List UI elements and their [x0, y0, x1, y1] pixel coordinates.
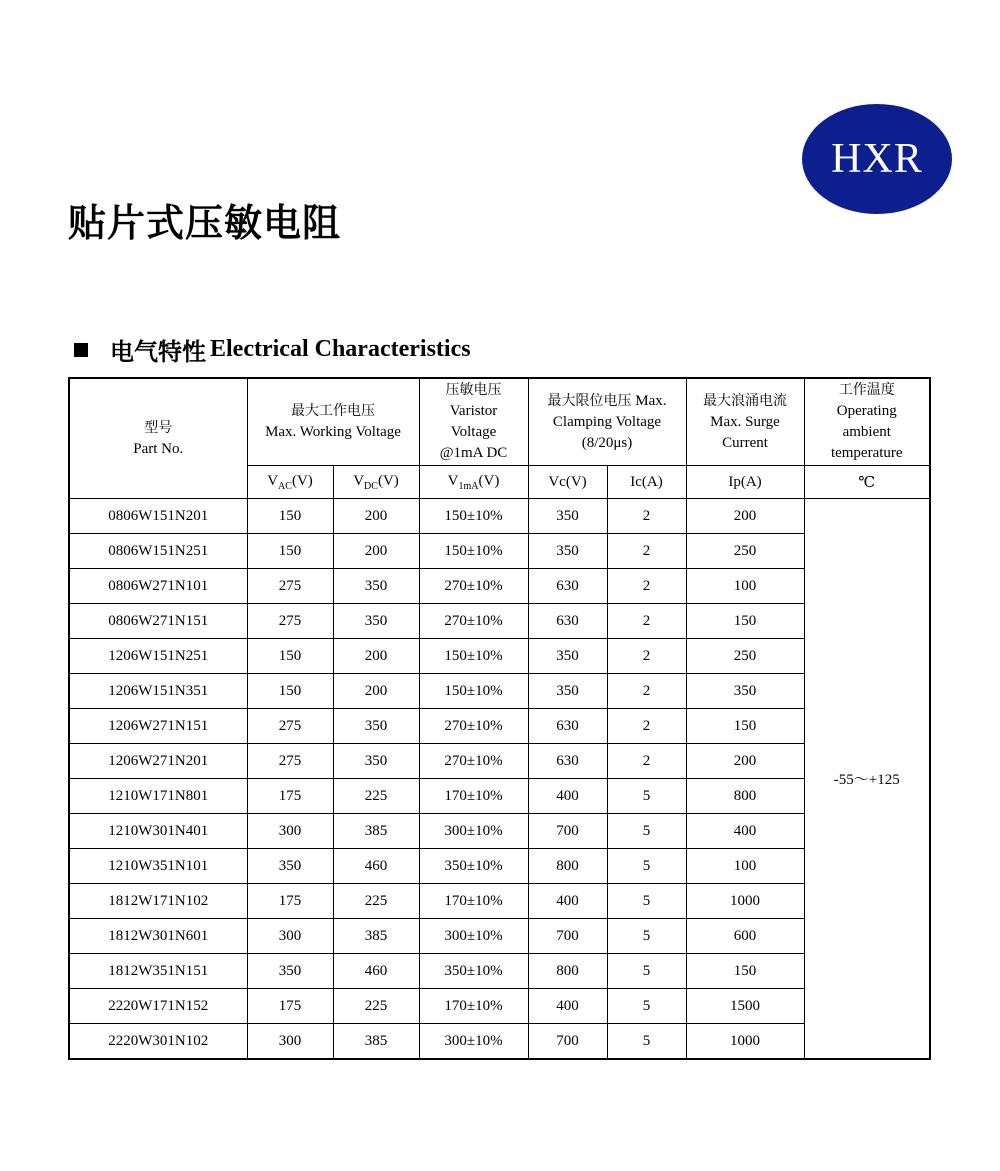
cell-part: 1206W271N151 [69, 709, 247, 744]
table-row [69, 989, 930, 1024]
cell-vac: 275 [247, 569, 333, 604]
cell-vdc: 225 [333, 779, 419, 814]
cell-vdc: 460 [333, 954, 419, 989]
cell-part: 1210W301N401 [69, 814, 247, 849]
cell-vdc: 225 [333, 884, 419, 919]
cell-v1ma: 350±10% [419, 849, 528, 884]
cell-vc: 400 [528, 989, 607, 1024]
cell-vc: 630 [528, 604, 607, 639]
cell-v1ma: 300±10% [419, 919, 528, 954]
cell-ic: 5 [607, 779, 686, 814]
cell-ip: 600 [686, 919, 804, 954]
header-temp-zh: 工作温度 [838, 382, 895, 398]
cell-ic: 2 [607, 744, 686, 779]
cell-vac: 350 [247, 954, 333, 989]
header-part-en: Part No. [133, 440, 184, 457]
cell-ic: 5 [607, 954, 686, 989]
cell-vac: 175 [247, 989, 333, 1024]
header-row [69, 378, 930, 466]
cell-ic: 5 [607, 1024, 686, 1060]
header-surge-en2: Current [722, 434, 768, 451]
cell-part: 1206W151N251 [69, 639, 247, 674]
cell-v1ma: 300±10% [419, 814, 528, 849]
header-surge-zh: 最大浪涌电流 [703, 392, 787, 409]
cell-vc: 350 [528, 674, 607, 709]
cell-v1ma: 150±10% [419, 674, 528, 709]
header-max-working-voltage [247, 378, 419, 466]
header-varistor-voltage [419, 378, 528, 466]
cell-ic: 5 [607, 814, 686, 849]
cell-v1ma: 170±10% [419, 779, 528, 814]
cell-ic: 2 [607, 534, 686, 569]
cell-ic: 2 [607, 499, 686, 534]
cell-vac: 150 [247, 639, 333, 674]
cell-v1ma: 170±10% [419, 884, 528, 919]
cell-ip: 100 [686, 849, 804, 884]
cell-vac: 300 [247, 919, 333, 954]
cell-part: 1206W151N351 [69, 674, 247, 709]
unit-ic: Ic(A) [607, 466, 686, 499]
table-row [69, 779, 930, 814]
header-temp-en3: temperature [830, 445, 903, 461]
cell-vac: 275 [247, 604, 333, 639]
unit-ip: Ip(A) [686, 466, 804, 499]
cell-vdc: 200 [333, 499, 419, 534]
cell-vac: 150 [247, 534, 333, 569]
cell-ip: 200 [686, 499, 804, 534]
header-varistor-en1: Varistor [449, 403, 498, 419]
cell-vac: 150 [247, 674, 333, 709]
cell-vdc: 350 [333, 604, 419, 639]
cell-ip: 250 [686, 534, 804, 569]
cell-vc: 630 [528, 744, 607, 779]
table-row [69, 814, 930, 849]
cell-ip: 1500 [686, 989, 804, 1024]
cell-vac: 150 [247, 499, 333, 534]
cell-ic: 5 [607, 849, 686, 884]
cell-vac: 275 [247, 744, 333, 779]
cell-vc: 700 [528, 814, 607, 849]
cell-vc: 400 [528, 884, 607, 919]
table-row [69, 604, 930, 639]
cell-vac: 175 [247, 884, 333, 919]
cell-ip: 400 [686, 814, 804, 849]
cell-vc: 630 [528, 709, 607, 744]
table-row [69, 639, 930, 674]
cell-v1ma: 350±10% [419, 954, 528, 989]
cell-vdc: 350 [333, 744, 419, 779]
cell-ic: 2 [607, 604, 686, 639]
cell-ip: 350 [686, 674, 804, 709]
brand-logo [802, 104, 952, 214]
cell-vc: 700 [528, 1024, 607, 1060]
cell-vdc: 385 [333, 814, 419, 849]
header-clamping-voltage [528, 378, 686, 466]
section-title-en: Electrical Characteristics [210, 336, 471, 362]
cell-ic: 2 [607, 709, 686, 744]
cell-ip: 150 [686, 604, 804, 639]
cell-part: 1812W171N102 [69, 884, 247, 919]
header-surge-en1: Max. Surge [710, 413, 780, 430]
header-max-working-zh: 最大工作电压 [291, 403, 375, 419]
cell-vdc: 200 [333, 534, 419, 569]
table-row [69, 534, 930, 569]
unit-vdc: $V_{DC}(V)$ [333, 466, 419, 499]
cell-vc: 350 [528, 534, 607, 569]
cell-vdc: 350 [333, 569, 419, 604]
brand-logo-text: HXR [831, 136, 923, 182]
cell-v1ma: 270±10% [419, 604, 528, 639]
cell-vac: 275 [247, 709, 333, 744]
table-row [69, 954, 930, 989]
cell-vc: 800 [528, 954, 607, 989]
cell-vac: 300 [247, 814, 333, 849]
cell-part: 2220W171N152 [69, 989, 247, 1024]
cell-v1ma: 300±10% [419, 1024, 528, 1060]
cell-ip: 1000 [686, 1024, 804, 1060]
cell-vdc: 385 [333, 1024, 419, 1060]
cell-ic: 2 [607, 569, 686, 604]
table-body [69, 499, 930, 1060]
table-row [69, 884, 930, 919]
header-varistor-en3: @1mA DC [439, 445, 508, 461]
unit-vac: $V_{AC}(V)$ [247, 466, 333, 499]
cell-ip: 150 [686, 954, 804, 989]
cell-v1ma: 270±10% [419, 569, 528, 604]
cell-part: 0806W271N151 [69, 604, 247, 639]
header-clamping-en2: Clamping Voltage [552, 413, 662, 430]
cell-ip: 100 [686, 569, 804, 604]
cell-vc: 350 [528, 499, 607, 534]
table-row [69, 569, 930, 604]
table-row [69, 919, 930, 954]
page-title: 贴片式压敏电阻 [68, 201, 342, 245]
cell-vac: 175 [247, 779, 333, 814]
header-clamping-zh: 最大限位电压 [547, 392, 632, 409]
cell-ip: 800 [686, 779, 804, 814]
table-row [69, 499, 930, 534]
cell-ic: 5 [607, 884, 686, 919]
cell-v1ma: 150±10% [419, 639, 528, 674]
cell-part: 2220W301N102 [69, 1024, 247, 1060]
cell-ic: 2 [607, 674, 686, 709]
cell-part: 1206W271N201 [69, 744, 247, 779]
unit-temp: ℃ [804, 466, 930, 499]
header-part-no [69, 378, 247, 499]
cell-part: 0806W151N251 [69, 534, 247, 569]
cell-ic: 2 [607, 639, 686, 674]
unit-v1ma: $V_{1mA}(V)$ [419, 466, 528, 499]
cell-v1ma: 150±10% [419, 534, 528, 569]
header-surge-current [686, 378, 804, 466]
cell-vc: 700 [528, 919, 607, 954]
cell-ip: 250 [686, 639, 804, 674]
cell-part: 1812W301N601 [69, 919, 247, 954]
cell-vdc: 350 [333, 709, 419, 744]
cell-part: 1812W351N151 [69, 954, 247, 989]
square-bullet-icon [74, 343, 88, 357]
cell-vac: 350 [247, 849, 333, 884]
table-row [69, 1024, 930, 1060]
header-temp-en2: ambient [842, 424, 891, 440]
header-part-zh: 型号 [144, 419, 173, 436]
cell-vdc: 460 [333, 849, 419, 884]
cell-vac: 300 [247, 1024, 333, 1060]
header-clamping-en1: Max. [635, 392, 667, 409]
cell-vc: 400 [528, 779, 607, 814]
table-row [69, 674, 930, 709]
header-max-working-en: Max. Working Voltage [265, 424, 401, 440]
table-row [69, 744, 930, 779]
cell-part: 1210W171N801 [69, 779, 247, 814]
cell-part: 0806W151N201 [69, 499, 247, 534]
table-row [69, 709, 930, 744]
cell-vdc: 200 [333, 674, 419, 709]
header-varistor-en2: Voltage [450, 424, 497, 440]
cell-part: 0806W271N101 [69, 569, 247, 604]
cell-vdc: 200 [333, 639, 419, 674]
cell-ic: 5 [607, 919, 686, 954]
table-row [69, 849, 930, 884]
cell-v1ma: 170±10% [419, 989, 528, 1024]
unit-vc: Vc(V) [528, 466, 607, 499]
cell-part: 1210W351N101 [69, 849, 247, 884]
header-varistor-zh: 压敏电压 [445, 382, 502, 398]
electrical-characteristics-table [68, 377, 931, 1060]
cell-v1ma: 150±10% [419, 499, 528, 534]
cell-ip: 1000 [686, 884, 804, 919]
cell-vc: 800 [528, 849, 607, 884]
header-temp-en1: Operating [836, 403, 897, 419]
cell-v1ma: 270±10% [419, 744, 528, 779]
cell-temperature-range: -55～+125 [804, 499, 930, 1060]
cell-vc: 350 [528, 639, 607, 674]
cell-vdc: 225 [333, 989, 419, 1024]
section-heading [74, 332, 471, 367]
header-clamping-en3: (8/20μs) [581, 434, 633, 451]
cell-ic: 5 [607, 989, 686, 1024]
header-operating-temperature [804, 378, 930, 466]
cell-ip: 150 [686, 709, 804, 744]
cell-vdc: 385 [333, 919, 419, 954]
cell-vc: 630 [528, 569, 607, 604]
cell-v1ma: 270±10% [419, 709, 528, 744]
section-title-zh: 电气特性 [110, 338, 206, 366]
cell-ip: 200 [686, 744, 804, 779]
